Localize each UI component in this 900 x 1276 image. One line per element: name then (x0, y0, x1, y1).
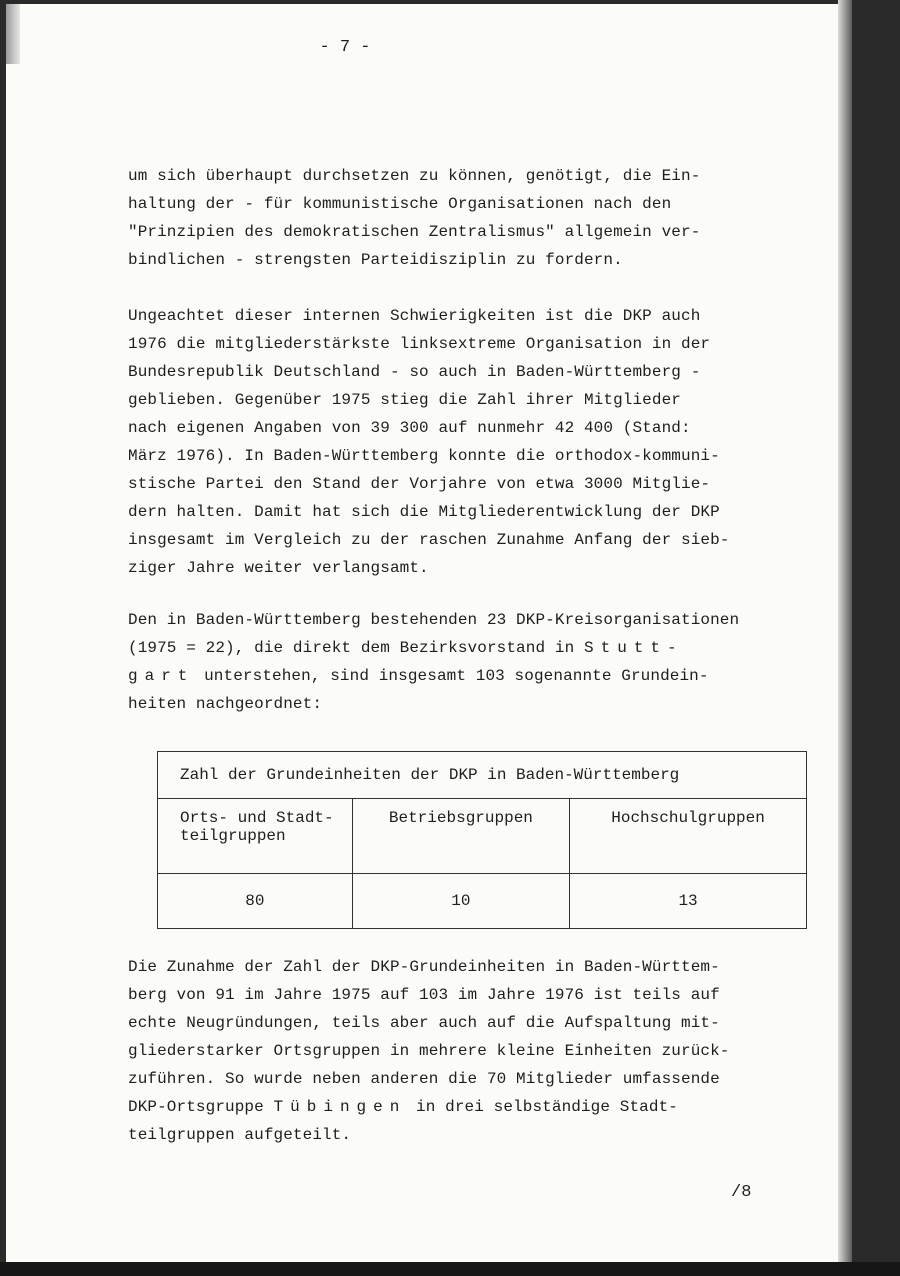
text-line: Den in Baden-Württemberg bestehenden 23 DKP-Kreisorganisationen (128, 611, 740, 629)
text-line: insgesamt im Vergleich zu der raschen Zunahme Anfang der sieb- (128, 531, 730, 549)
header-line: teilgruppen (180, 827, 286, 845)
table-title: Zahl der Grundeinheiten der DKP in Baden-Württemberg (158, 752, 807, 799)
text-line: stische Partei den Stand der Vorjahre von etwa 3000 Mitglie- (128, 475, 711, 493)
column-header-orts-stadtteil (158, 799, 353, 874)
text-line: Bundesrepublik Deutschland - so auch in Baden-Württemberg - (128, 363, 701, 381)
page-edge-bottom (0, 1262, 900, 1276)
table-value: 13 (570, 874, 807, 929)
text-line: bindlichen - strengsten Parteidisziplin zu fordern. (128, 251, 623, 269)
text-line: März 1976). In Baden-Württemberg konnte die orthodox-kommuni- (128, 447, 720, 465)
grundeinheiten-table (157, 751, 807, 929)
text-segment: in drei selbständige Stadt- (406, 1098, 678, 1116)
text-line: geblieben. Gegenüber 1975 stieg die Zahl ihrer Mitglieder (128, 391, 681, 409)
spaced-city-name: Tübingen (273, 1098, 407, 1116)
text-segment: (1975 = 22), die direkt dem Bezirksvorstand in (128, 639, 584, 657)
column-header-hochschul: Hochschulgruppen (570, 799, 807, 874)
text-line: zuführen. So wurde neben anderen die 70 Mitglieder umfassende (128, 1070, 720, 1088)
text-line: teilgruppen aufgeteilt. (128, 1126, 352, 1144)
text-line: berg von 91 im Jahre 1975 auf 103 im Jahre 1976 ist teils auf (128, 986, 720, 1004)
text-line: Ungeachtet dieser internen Schwierigkeiten ist die DKP auch (128, 307, 701, 325)
text-line: "Prinzipien des demokratischen Zentralismus" allgemein ver- (128, 223, 701, 241)
table-value: 10 (352, 874, 569, 929)
text-line (128, 634, 828, 662)
text-line: gliederstarker Ortsgruppen in mehrere kleine Einheiten zurück- (128, 1042, 730, 1060)
paragraph-1 (128, 162, 828, 274)
page-edge-right (838, 0, 852, 1276)
text-line: nach eigenen Angaben von 39 300 auf nunmehr 42 400 (Stand: (128, 419, 691, 437)
header-line: Orts- und Stadt- (180, 809, 334, 827)
column-header-betrieb: Betriebsgruppen (352, 799, 569, 874)
text-line: ziger Jahre weiter verlangsamt. (128, 559, 429, 577)
text-line: Die Zunahme der Zahl der DKP-Grundeinheiten in Baden-Württem- (128, 958, 720, 976)
text-segment: unterstehen, sind insgesamt 103 sogenannte Grundein- (194, 667, 709, 685)
text-line (128, 1093, 828, 1121)
text-line: 1976 die mitgliederstärkste linksextreme Organisation in der (128, 335, 711, 353)
paragraph-2 (128, 302, 828, 582)
text-line: um sich überhaupt durchsetzen zu können, genötigt, die Ein- (128, 167, 701, 185)
text-line: haltung der - für kommunistische Organisationen nach den (128, 195, 672, 213)
text-line (128, 662, 828, 690)
text-line: dern halten. Damit hat sich die Mitgliederentwicklung der DKP (128, 503, 720, 521)
spaced-city-name: gart (128, 667, 195, 685)
text-line: echte Neugründungen, teils aber auch auf die Aufspaltung mit- (128, 1014, 720, 1032)
paragraph-3 (128, 606, 828, 718)
paragraph-4 (128, 953, 828, 1149)
text-line: heiten nachgeordnet: (128, 695, 323, 713)
table-value: 80 (158, 874, 353, 929)
spaced-city-name: Stutt- (583, 639, 684, 657)
continuation-marker: /8 (731, 1183, 752, 1202)
text-segment: DKP-Ortsgruppe (128, 1098, 274, 1116)
page-number: - 7 - (319, 38, 371, 57)
